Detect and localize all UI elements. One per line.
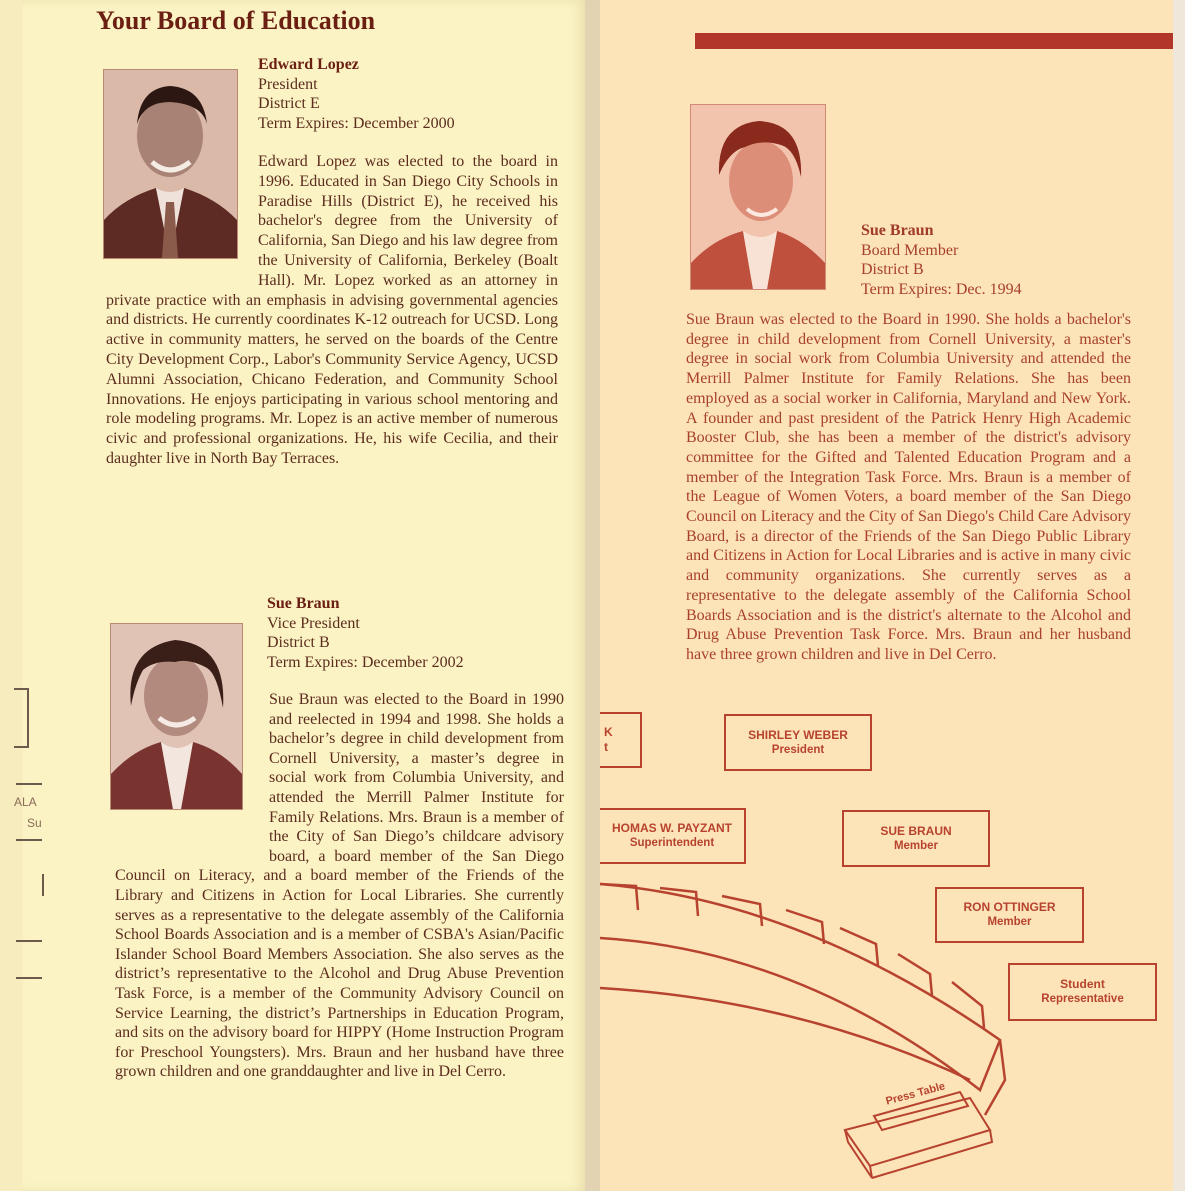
member1-title: President xyxy=(258,75,318,93)
dais-drawing xyxy=(600,870,1020,1191)
member2-header xyxy=(267,594,464,672)
portrait-woman-image xyxy=(691,105,825,289)
member2-bio-text: Sue Braun was elected to the Board in 1990 and reelected in 1994 and 1998. She holds a bachelor’s degree in child development from Cornell University, a master’s degree in social work from Columbia University, and attended the Merrill Palmer Institute for Family Relations. Mrs. Braun is a member of the City of San Diego’s childcare advisory board, a board member of the San Diego Council on Literacy, and a board member of the Friends of the Library and Citizens in Action for Local Libraries. She currently serves as a representative to the delegate assembly of the California School Boards Association and is a member of CSBA's Asian/Pacific Islander School Board Members Association. She also serves as the district’s representative to the Alcohol and Drug Abuse Prevention Task Force, is a member of the Community Advisory Council on Service Learning, the district’s Partnerships in Education Program, and sits on the advisory board for HIPPY (Home Instruction Program for Preschool Youngsters). Mrs. Braun and her husband have three grown children and one granddaughter and live in Del Cerro. xyxy=(115,691,564,1081)
seat-name: SUE BRAUN xyxy=(880,823,952,838)
page-gutter xyxy=(585,0,600,1191)
member1-term: Term Expires: December 2000 xyxy=(258,114,455,132)
seat-name: SHIRLEY WEBER xyxy=(748,727,848,742)
photo-float-spacer xyxy=(115,690,269,848)
photo-float-spacer xyxy=(106,152,258,271)
right-member-term: Term Expires: Dec. 1994 xyxy=(861,280,1022,298)
right-member-district: District B xyxy=(861,261,924,278)
member2-name: Sue Braun xyxy=(267,595,340,612)
seat-box-superintendent xyxy=(600,808,746,864)
member1-bio-text: Edward Lopez was elected to the board in 1996. Educated in San Diego City Schools in Paradise Hills (District E), he received his bachelor's degree from the University of California, San Diego and his law degree from the University of California, Berkeley (Boalt Hall). Mr. Lopez worked as an attorney in private practice with an emphasis in advising governmental agencies and districts. He currently coordinates K-12 outreach for UCSD. Long active in community matters, he served on the boards of the Centre City Development Corp., Labor's Community Service Agency, UCSD Alumni Association, Chicano Federation, and Community School Innovations. He enjoys participating in various school mentoring and role modeling programs. Mr. Lopez is an active member of numerous civic and professional organizations. He, his wife Cecilia, and their daughter live in North Bay Terraces. xyxy=(106,153,558,467)
seat-box-student xyxy=(1008,963,1157,1021)
right-member-bio: Sue Braun was elected to the Board in 1990. She holds a bachelor's degree in child development from Cornell University, a master's degree in social work from Columbia University and attended the Merrill Palmer Institute for Family Relations. She has been employed as a social worker in California, Maryland and New York. A founder and past president of the Patrick Henry High Academic Booster Club, she has been a member of the district's advisory committee for the Gifted and Talented Education Program and a member of the Integration Task Force. Mrs. Braun is a member of the League of Women Voters, a board member of the San Diego Council on Literacy and the City of San Diego's Child Care Advisory Board, is a director of the Friends of the San Diego Public Library and Citizens in Action for Local Libraries and is active in many civic and community organizations. She currently serves as a representative to the delegate assembly of the California School Boards Association and is the district's alternate to the Alcohol and Drug Abuse Prevention Task Force. Mrs. Braun and her husband have three grown children and live in Del Cerro. xyxy=(686,311,1131,663)
seat-name: HOMAS W. PAYZANT xyxy=(611,821,732,835)
right-member-name: Sue Braun xyxy=(861,222,934,239)
member2-term: Term Expires: December 2002 xyxy=(267,653,464,671)
edge-fragment-rule xyxy=(16,940,42,942)
edge-fragment-rule xyxy=(16,783,42,785)
edge-fragment-step xyxy=(16,874,44,896)
page-heading: Your Board of Education xyxy=(96,6,376,35)
member2-bio xyxy=(115,690,564,1082)
seat-role: President xyxy=(771,743,825,756)
edge-fragment-rule xyxy=(16,839,42,841)
header-rule xyxy=(695,33,1173,49)
seat-role: Member xyxy=(987,916,1032,928)
member1-name: Edward Lopez xyxy=(258,56,359,73)
edge-fragment-text-a: ALA xyxy=(14,795,37,809)
edge-fragment-text-b: Su xyxy=(27,816,42,830)
member1-bio xyxy=(106,152,558,469)
seat-box-president xyxy=(724,714,872,771)
member1-district: District E xyxy=(258,95,320,112)
seat-role: Superintendent xyxy=(629,837,715,849)
press-table-label: Press Table xyxy=(884,1080,947,1108)
sue-braun-photo xyxy=(690,104,826,290)
right-member-header xyxy=(861,221,1022,299)
seat-box-partial xyxy=(600,712,642,768)
edge-fragment-rule xyxy=(16,977,42,979)
member1-header xyxy=(258,55,455,133)
seat-role: Member xyxy=(893,839,939,852)
seat-box-member-braun xyxy=(842,810,990,867)
partial-box-text: K t xyxy=(604,725,613,754)
edge-fragment-box xyxy=(14,688,29,748)
seat-name: Student xyxy=(1060,977,1105,991)
member2-title: Vice President xyxy=(267,614,360,632)
seat-name: RON OTTINGER xyxy=(963,900,1056,914)
right-member-title: Board Member xyxy=(861,241,959,259)
scan-edge xyxy=(1173,0,1185,1191)
member2-district: District B xyxy=(267,634,330,651)
seat-role: Representative xyxy=(1041,993,1124,1005)
adjacent-page-strip xyxy=(0,0,22,1191)
